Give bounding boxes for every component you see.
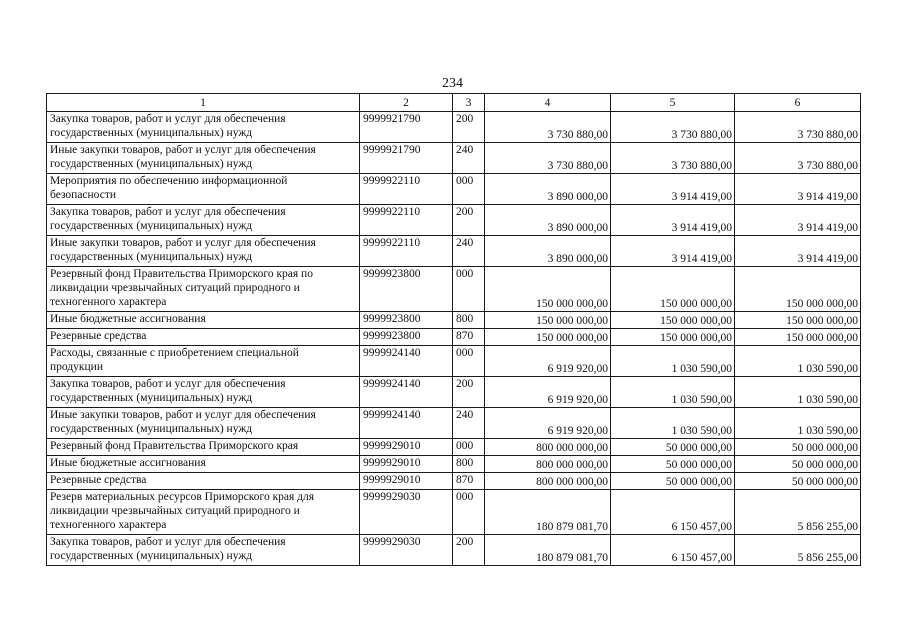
amount-column-6-cell: 50 000 000,00 — [735, 439, 861, 456]
target-article-code-cell: 9999922110 — [360, 236, 453, 267]
amount-column-4-cell: 150 000 000,00 — [485, 312, 611, 329]
amount-column-5-cell: 150 000 000,00 — [611, 329, 735, 346]
expense-type-code-cell: 870 — [453, 473, 485, 490]
target-article-code-cell: 9999929010 — [360, 439, 453, 456]
amount-column-6-cell: 1 030 590,00 — [735, 408, 861, 439]
expense-type-code-cell: 800 — [453, 312, 485, 329]
row-name-cell — [47, 456, 360, 473]
table-row — [47, 174, 861, 205]
page-number: 234 — [442, 76, 463, 91]
expense-type-code-cell: 200 — [453, 112, 485, 143]
amount-column-6-cell: 3 914 419,00 — [735, 174, 861, 205]
row-name-line: Иные закупки товаров, работ и услуг для обеспечения — [50, 409, 316, 421]
amount-column-4-cell: 800 000 000,00 — [485, 439, 611, 456]
row-name-line: Иные закупки товаров, работ и услуг для обеспечения — [50, 237, 316, 249]
amount-column-5-cell: 3 914 419,00 — [611, 205, 735, 236]
row-name-line: государственных (муниципальных) нужд — [50, 550, 253, 562]
target-article-code-cell: 9999924140 — [360, 346, 453, 377]
column-header-1: 1 — [47, 94, 360, 112]
target-article-code-cell: 9999922110 — [360, 174, 453, 205]
row-name-cell — [47, 205, 360, 236]
row-name-line: ликвидации чрезвычайных ситуаций природного и — [50, 282, 300, 294]
amount-column-6-cell: 3 730 880,00 — [735, 112, 861, 143]
target-article-code-cell: 9999929010 — [360, 456, 453, 473]
amount-column-5-cell: 150 000 000,00 — [611, 312, 735, 329]
column-header-3: 3 — [453, 94, 485, 112]
table-body — [47, 112, 861, 566]
expense-type-code-cell: 000 — [453, 346, 485, 377]
amount-column-5-cell: 50 000 000,00 — [611, 439, 735, 456]
table-row — [47, 439, 861, 456]
target-article-code-cell: 9999921790 — [360, 112, 453, 143]
amount-column-6-cell: 150 000 000,00 — [735, 329, 861, 346]
table-row — [47, 490, 861, 535]
amount-column-5-cell: 150 000 000,00 — [611, 267, 735, 312]
table-row — [47, 408, 861, 439]
amount-column-5-cell: 6 150 457,00 — [611, 535, 735, 566]
row-name-cell — [47, 490, 360, 535]
amount-column-4-cell: 3 890 000,00 — [485, 205, 611, 236]
amount-column-5-cell: 3 914 419,00 — [611, 174, 735, 205]
amount-column-5-cell: 3 730 880,00 — [611, 112, 735, 143]
amount-column-6-cell: 3 914 419,00 — [735, 205, 861, 236]
target-article-code-cell: 9999929010 — [360, 473, 453, 490]
amount-column-6-cell: 3 730 880,00 — [735, 143, 861, 174]
amount-column-5-cell: 1 030 590,00 — [611, 346, 735, 377]
row-name-line: Резервные средства — [50, 474, 147, 486]
row-name-cell — [47, 174, 360, 205]
expense-type-code-cell: 200 — [453, 535, 485, 566]
table-row — [47, 346, 861, 377]
amount-column-4-cell: 3 730 880,00 — [485, 143, 611, 174]
expense-type-code-cell: 240 — [453, 408, 485, 439]
amount-column-5-cell: 1 030 590,00 — [611, 408, 735, 439]
amount-column-6-cell: 50 000 000,00 — [735, 456, 861, 473]
amount-column-5-cell: 50 000 000,00 — [611, 473, 735, 490]
row-name-cell — [47, 143, 360, 174]
row-name-cell — [47, 312, 360, 329]
row-name-line: государственных (муниципальных) нужд — [50, 423, 253, 435]
target-article-code-cell: 9999923800 — [360, 329, 453, 346]
table-row — [47, 143, 861, 174]
amount-column-5-cell: 6 150 457,00 — [611, 490, 735, 535]
expense-type-code-cell: 240 — [453, 236, 485, 267]
row-name-line: ликвидации чрезвычайных ситуаций природного и — [50, 505, 300, 517]
row-name-line: Расходы, связанные с приобретением специальной — [50, 347, 299, 359]
row-name-cell — [47, 473, 360, 490]
row-name-line: государственных (муниципальных) нужд — [50, 392, 253, 404]
row-name-line: Закупка товаров, работ и услуг для обеспечения — [50, 378, 286, 390]
row-name-cell — [47, 329, 360, 346]
row-name-line: Иные бюджетные ассигнования — [50, 313, 206, 325]
expense-type-code-cell: 000 — [453, 267, 485, 312]
target-article-code-cell: 9999923800 — [360, 312, 453, 329]
amount-column-4-cell: 150 000 000,00 — [485, 329, 611, 346]
row-name-line: техногенного характера — [50, 296, 167, 308]
amount-column-4-cell: 180 879 081,70 — [485, 535, 611, 566]
row-name-line: безопасности — [50, 189, 117, 201]
row-name-cell — [47, 377, 360, 408]
amount-column-4-cell: 6 919 920,00 — [485, 346, 611, 377]
amount-column-4-cell: 800 000 000,00 — [485, 473, 611, 490]
expense-type-code-cell: 000 — [453, 490, 485, 535]
amount-column-6-cell: 1 030 590,00 — [735, 346, 861, 377]
row-name-cell — [47, 346, 360, 377]
table-header-row — [47, 94, 861, 112]
amount-column-5-cell: 50 000 000,00 — [611, 456, 735, 473]
expense-type-code-cell: 000 — [453, 439, 485, 456]
row-name-cell — [47, 408, 360, 439]
amount-column-6-cell: 3 914 419,00 — [735, 236, 861, 267]
amount-column-6-cell: 50 000 000,00 — [735, 473, 861, 490]
row-name-line: государственных (муниципальных) нужд — [50, 220, 253, 232]
row-name-line: продукции — [50, 361, 103, 373]
row-name-line: Резервные средства — [50, 330, 147, 342]
row-name-line: Закупка товаров, работ и услуг для обеспечения — [50, 206, 286, 218]
target-article-code-cell: 9999921790 — [360, 143, 453, 174]
amount-column-4-cell: 3 730 880,00 — [485, 112, 611, 143]
row-name-cell — [47, 112, 360, 143]
row-name-cell — [47, 267, 360, 312]
amount-column-4-cell: 800 000 000,00 — [485, 456, 611, 473]
row-name-line: Иные бюджетные ассигнования — [50, 457, 206, 469]
expense-type-code-cell: 240 — [453, 143, 485, 174]
target-article-code-cell: 9999922110 — [360, 205, 453, 236]
row-name-line: государственных (муниципальных) нужд — [50, 158, 253, 170]
row-name-line: государственных (муниципальных) нужд — [50, 251, 253, 263]
table-row — [47, 377, 861, 408]
amount-column-4-cell: 180 879 081,70 — [485, 490, 611, 535]
column-header-5: 5 — [611, 94, 735, 112]
amount-column-6-cell: 150 000 000,00 — [735, 267, 861, 312]
amount-column-5-cell: 3 914 419,00 — [611, 236, 735, 267]
expense-type-code-cell: 870 — [453, 329, 485, 346]
row-name-line: государственных (муниципальных) нужд — [50, 127, 253, 139]
target-article-code-cell: 9999924140 — [360, 377, 453, 408]
table-row — [47, 535, 861, 566]
table-row — [47, 312, 861, 329]
row-name-cell — [47, 236, 360, 267]
column-header-2: 2 — [360, 94, 453, 112]
column-header-4: 4 — [485, 94, 611, 112]
table-row — [47, 267, 861, 312]
row-name-line: Закупка товаров, работ и услуг для обеспечения — [50, 113, 286, 125]
table-row — [47, 329, 861, 346]
amount-column-6-cell: 1 030 590,00 — [735, 377, 861, 408]
table-row — [47, 205, 861, 236]
amount-column-5-cell: 1 030 590,00 — [611, 377, 735, 408]
expense-type-code-cell: 800 — [453, 456, 485, 473]
row-name-line: техногенного характера — [50, 519, 167, 531]
target-article-code-cell: 9999929030 — [360, 535, 453, 566]
row-name-cell — [47, 535, 360, 566]
row-name-line: Мероприятия по обеспечению информационной — [50, 175, 288, 187]
target-article-code-cell: 9999923800 — [360, 267, 453, 312]
amount-column-4-cell: 6 919 920,00 — [485, 377, 611, 408]
row-name-line: Резерв материальных ресурсов Приморского края для — [50, 491, 315, 503]
row-name-line: Иные закупки товаров, работ и услуг для обеспечения — [50, 144, 316, 156]
amount-column-6-cell: 5 856 255,00 — [735, 535, 861, 566]
amount-column-4-cell: 3 890 000,00 — [485, 236, 611, 267]
amount-column-4-cell: 150 000 000,00 — [485, 267, 611, 312]
table-row — [47, 236, 861, 267]
table-row — [47, 456, 861, 473]
row-name-line: Закупка товаров, работ и услуг для обеспечения — [50, 536, 286, 548]
row-name-line: Резервный фонд Правительства Приморского края — [50, 440, 299, 452]
amount-column-4-cell: 3 890 000,00 — [485, 174, 611, 205]
amount-column-4-cell: 6 919 920,00 — [485, 408, 611, 439]
budget-table — [46, 93, 861, 566]
expense-type-code-cell: 200 — [453, 377, 485, 408]
row-name-line: Резервный фонд Правительства Приморского края по — [50, 268, 313, 280]
expense-type-code-cell: 000 — [453, 174, 485, 205]
amount-column-6-cell: 150 000 000,00 — [735, 312, 861, 329]
amount-column-6-cell: 5 856 255,00 — [735, 490, 861, 535]
table-row — [47, 112, 861, 143]
row-name-cell — [47, 439, 360, 456]
column-header-6: 6 — [735, 94, 861, 112]
expense-type-code-cell: 200 — [453, 205, 485, 236]
table-row — [47, 473, 861, 490]
target-article-code-cell: 9999924140 — [360, 408, 453, 439]
amount-column-5-cell: 3 730 880,00 — [611, 143, 735, 174]
target-article-code-cell: 9999929030 — [360, 490, 453, 535]
